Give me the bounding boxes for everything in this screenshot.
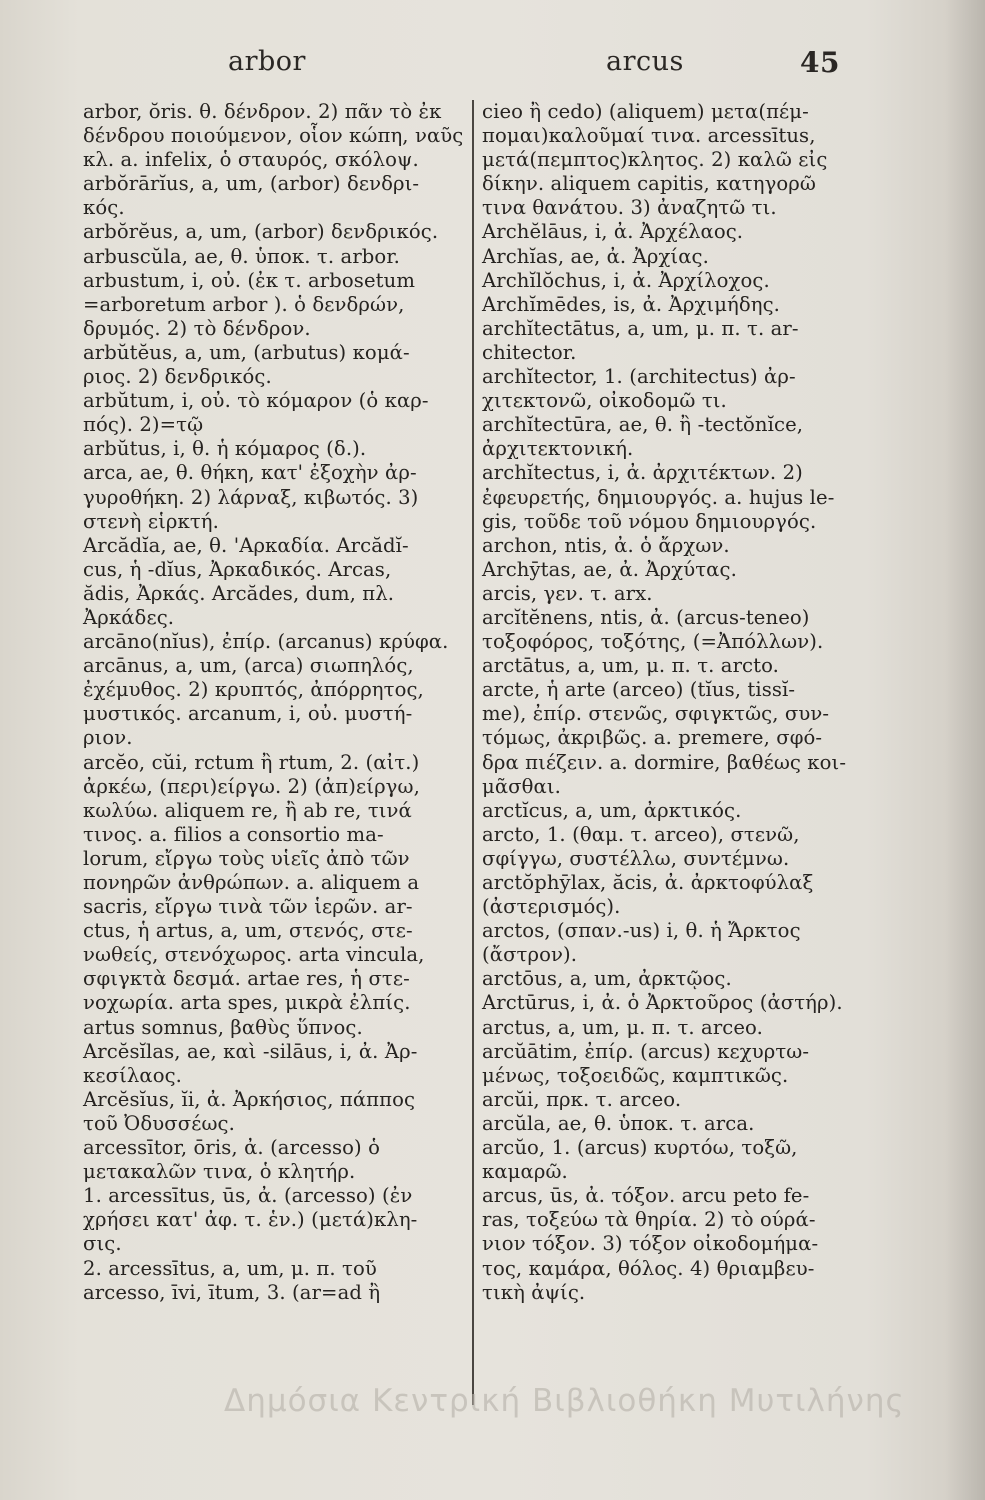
entry-line: Ἀρκάδες. [83,605,175,629]
entry-line: cus, ἡ -dĭus, Ἀρκαδικός. Arcas, [83,557,392,581]
entry-line: Arcĕsĭus, ĭi, ἀ. Ἀρκήσιος, πάππος [83,1087,416,1111]
entry-line: τοξοφόρος, τοξότης, (=Ἀπόλλων). [482,630,824,654]
left-column [83,100,495,1305]
entry-line: Archĭmēdes, is, ἀ. Ἀρχιμήδης. [482,292,781,316]
entry-line: me), ἐπίρ. στενῶς, σφιγκτῶς, συν- [482,702,830,726]
entry-line: archĭtectātus, a, um, μ. π. τ. ar- [482,316,799,340]
entry-line: arcessītor, ōris, ἀ. (arcesso) ὁ [83,1136,381,1160]
entry-line: σφίγγω, συστέλλω, συντέμνω. [482,846,790,870]
entry-line: Arcădĭa, ae, θ. 'Αρκαδία. Arcădĭ- [83,533,409,557]
entry-line: τοῦ Ὀδυσσέως. [83,1111,235,1135]
entry-line: (ἀστερισμός). [482,895,621,919]
entry-line: arcto, 1. (θαμ. τ. arceo), στενῶ, [482,822,800,846]
entry-line: Arctūrus, i, ἀ. ὁ Ἀρκτοῦρος (ἀστήρ). [482,991,843,1015]
entry-line: δένδρου ποιούμενον, οἷον κώπη, ναῦς [83,124,464,148]
entry-line: πός). 2)=τῷ [83,413,204,437]
entry-line: ădis, Ἀρκάς. Arcădes, dum, πλ. [83,581,395,605]
entry-line: =arboretum arbor ). ὁ δενδρών, [83,292,405,316]
entry-line: arcāno(nĭus), ἐπίρ. (arcanus) κρύφα. [83,630,449,654]
entry-line: arcānus, a, um, (arca) σιωπηλός, [83,654,414,678]
entry-line: arctātus, a, um, μ. π. τ. arcto. [482,654,779,678]
entry-line: arcŭātim, ἐπίρ. (arcus) κεχυρτω- [482,1039,810,1063]
entry-line: νιον τόξον. 3) τόξον οἰκοδομήμα- [482,1232,819,1256]
entry-line: δρυμός. 2) τὸ δένδρον. [83,316,311,340]
entry-line: Archĭas, ae, ἀ. Ἀρχίας. [482,244,709,268]
entry-line: Archĕlāus, i, ἀ. Ἀρχέλαος. [482,220,744,244]
entry-line: arctōus, a, um, ἀρκτῷος. [482,967,732,991]
entry-line: ἀρχιτεκτονική. [482,437,634,461]
entry-line: ριος. 2) δενδρικός. [83,365,272,389]
entry-line: archĭtectūra, ae, θ. ἢ -tectŏnĭce, [482,413,804,437]
entry-line: πομαι)καλοῦμαί τινα. arcessītus, [482,124,816,148]
entry-line: κεσίλαος. [83,1063,183,1087]
column-divider [472,100,474,1405]
entry-line: τόμως, ἀκριβῶς. a. premere, σφό- [482,726,823,750]
entry-line: arcĕo, cŭi, rctum ἢ rtum, 2. (αἰτ.) [83,750,420,774]
entry-line: νωθείς, στενόχωρος. arta vincula, [83,943,425,967]
entry-line: arctos, (σπαν.-us) i, θ. ἡ Ἄρκτος [482,919,801,943]
entry-line: σις. [83,1232,122,1256]
entry-line: 2. arcessītus, a, um, μ. π. τοῦ [83,1256,377,1280]
entry-line: τινα θανάτου. 3) ἀναζητῶ τι. [482,196,777,220]
entry-line: arbŭtĕus, a, um, (arbutus) κομά- [83,340,410,364]
entry-line: τινος. a. filios a consortio ma- [83,822,384,846]
entry-line: arbuscŭla, ae, θ. ὑποκ. τ. arbor. [83,244,400,268]
entry-line: arbŏrĕus, a, um, (arbor) δενδρικός. [83,220,439,244]
entry-line: chitector. [482,340,577,364]
entry-line: ἀρκέω, (περι)είργω. 2) (ἀπ)είργω, [83,774,420,798]
entry-line: ctus, ἡ artus, a, um, στενός, στε- [83,919,413,943]
entry-line: τος, καμάρα, θόλος. 4) θριαμβευ- [482,1256,815,1280]
entry-line: Archȳtas, ae, ἀ. Ἀρχύτας. [482,557,737,581]
entry-line: μένως, τοξοειδῶς, καμπτικῶς. [482,1063,789,1087]
entry-line: ριον. [83,726,133,750]
entry-line: πονηρῶν ἀνθρώπων. a. aliquem a [83,871,420,894]
entry-line: μᾶσθαι. [482,774,561,798]
entry-line: κωλύω. aliquem re, ἢ ab re, τινά [83,798,412,822]
entry-line: arca, ae, θ. θήκη, κατ' ἐξοχὴν ἀρ- [83,461,417,485]
entry-line: archĭtector, 1. (architectus) ἀρ- [482,365,796,389]
entry-line: arbŏrārĭus, a, um, (arbor) δενδρι- [83,172,420,196]
library-watermark: Δημόσια Κεντρική Βιβλιοθήκη Μυτιλήνης [224,1383,905,1419]
entry-line: arctŏphȳlax, ăcis, ἀ. ἀρκτοφύλαξ [482,871,814,894]
entry-line: ἐχέμυθος. 2) κρυπτός, ἀπόρρητος, [83,678,424,702]
entry-line: arbŭtum, i, οὐ. τὸ κόμαρον (ὁ καρ- [83,389,429,413]
entry-line: (ἄστρον). [482,943,578,967]
entry-line: lorum, εἴργω τοὺς υἱεῖς ἀπὸ τῶν [83,846,410,870]
entry-line: Archĭlŏchus, i, ἀ. Ἀρχίλοχος. [482,268,770,292]
entry-line: gis, τοῦδε τοῦ νόμου δημιουργός. [482,509,817,533]
entry-line: arctus, a, um, μ. π. τ. arceo. [482,1015,763,1039]
entry-line: artus somnus, βαθὺς ὕπνος. [83,1015,363,1039]
page-number: 45 [800,46,840,79]
entry-line: κός. [83,196,125,220]
entry-line: τικὴ ἀψίς. [482,1280,586,1304]
entry-line: arcte, ἡ arte (arceo) (tĭus, tissĭ- [482,678,796,702]
entry-line: ras, τοξεύω τὰ θηρία. 2) τὸ ούρά- [482,1208,816,1232]
entry-line: μετακαλῶν τινα, ὁ κλητήρ. [83,1160,356,1184]
entry-line: νοχωρία. arta spes, μικρὰ ἐλπίς. [83,991,411,1015]
entry-line: archĭtectus, i, ἀ. ἀρχιτέκτων. 2) [482,461,803,485]
entry-line: χιτεκτονῶ, οἰκοδομῶ τι. [482,389,727,413]
entry-line: arbustum, i, οὐ. (ἐκ τ. arbosetum [83,268,416,292]
entry-line: κλ. a. infelix, ὁ σταυρός, σκόλοψ. [83,148,419,172]
entry-line: arcŭi, πρκ. τ. arceo. [482,1087,682,1111]
entry-line: cieo ἢ cedo) (aliquem) μετα(πέμ- [482,100,809,123]
entry-line: arbor, ŏris. θ. δένδρον. 2) πᾶν τὸ ἐκ [83,100,442,123]
entry-line: καμαρῶ. [482,1160,568,1184]
entry-line: χρήσει κατ' ἀφ. τ. ἑν.) (μετά)κλη- [83,1208,418,1232]
page-edge-shadow [945,0,985,1500]
entry-line: 1. arcessītus, ūs, ἀ. (arcesso) (ἐν [83,1184,413,1208]
entry-line: archon, ntis, ἀ. ὁ ἄρχων. [482,533,730,557]
entry-line: arctĭcus, a, um, ἀρκτικός. [482,798,742,822]
right-column [482,100,872,1305]
entry-line: arcĭtĕnens, ntis, ἀ. (arcus-teneo) [482,605,810,629]
entry-line: γυροθήκη. 2) λάρναξ, κιβωτός. 3) [83,485,419,509]
entry-line: arcesso, īvi, ītum, 3. (ar=ad ἢ [83,1280,381,1304]
entry-line: δίκην. aliquem capitis, κατηγορῶ [482,172,816,196]
entry-line: arcŭla, ae, θ. ὑποκ. τ. arca. [482,1111,755,1135]
entry-line: δρα πιέζειν. a. dormire, βαθέως κοι- [482,750,847,774]
entry-line: μυστικός. arcanum, i, οὐ. μυστή- [83,702,413,726]
entry-line: σφιγκτὰ δεσμά. artae res, ἡ στε- [83,967,410,991]
entry-line: ἐφευρετής, δημιουργός. a. hujus le- [482,485,835,509]
entry-line: μετά(πεμπτος)κλητος. 2) καλῶ εἰς [482,148,828,172]
entry-line: Arcĕsĭlas, ae, καὶ -silāus, i, ἀ. Ἀρ- [83,1039,418,1063]
entry-line: arcus, ūs, ἀ. τόξον. arcu peto fe- [482,1184,810,1208]
entry-line: στενὴ εἱρκτή. [83,509,219,533]
entry-line: arbŭtus, i, θ. ἡ κόμαρος (δ.). [83,437,367,461]
entry-line: arcis, γεν. τ. arx. [482,581,653,605]
running-head-left: arbor [228,46,306,77]
entry-line: sacris, εἴργω τινὰ τῶν ἱερῶν. ar- [83,895,413,919]
entry-line: arcŭo, 1. (arcus) κυρτόω, τοξῶ, [482,1136,798,1160]
running-head-center: arcus [606,46,684,77]
